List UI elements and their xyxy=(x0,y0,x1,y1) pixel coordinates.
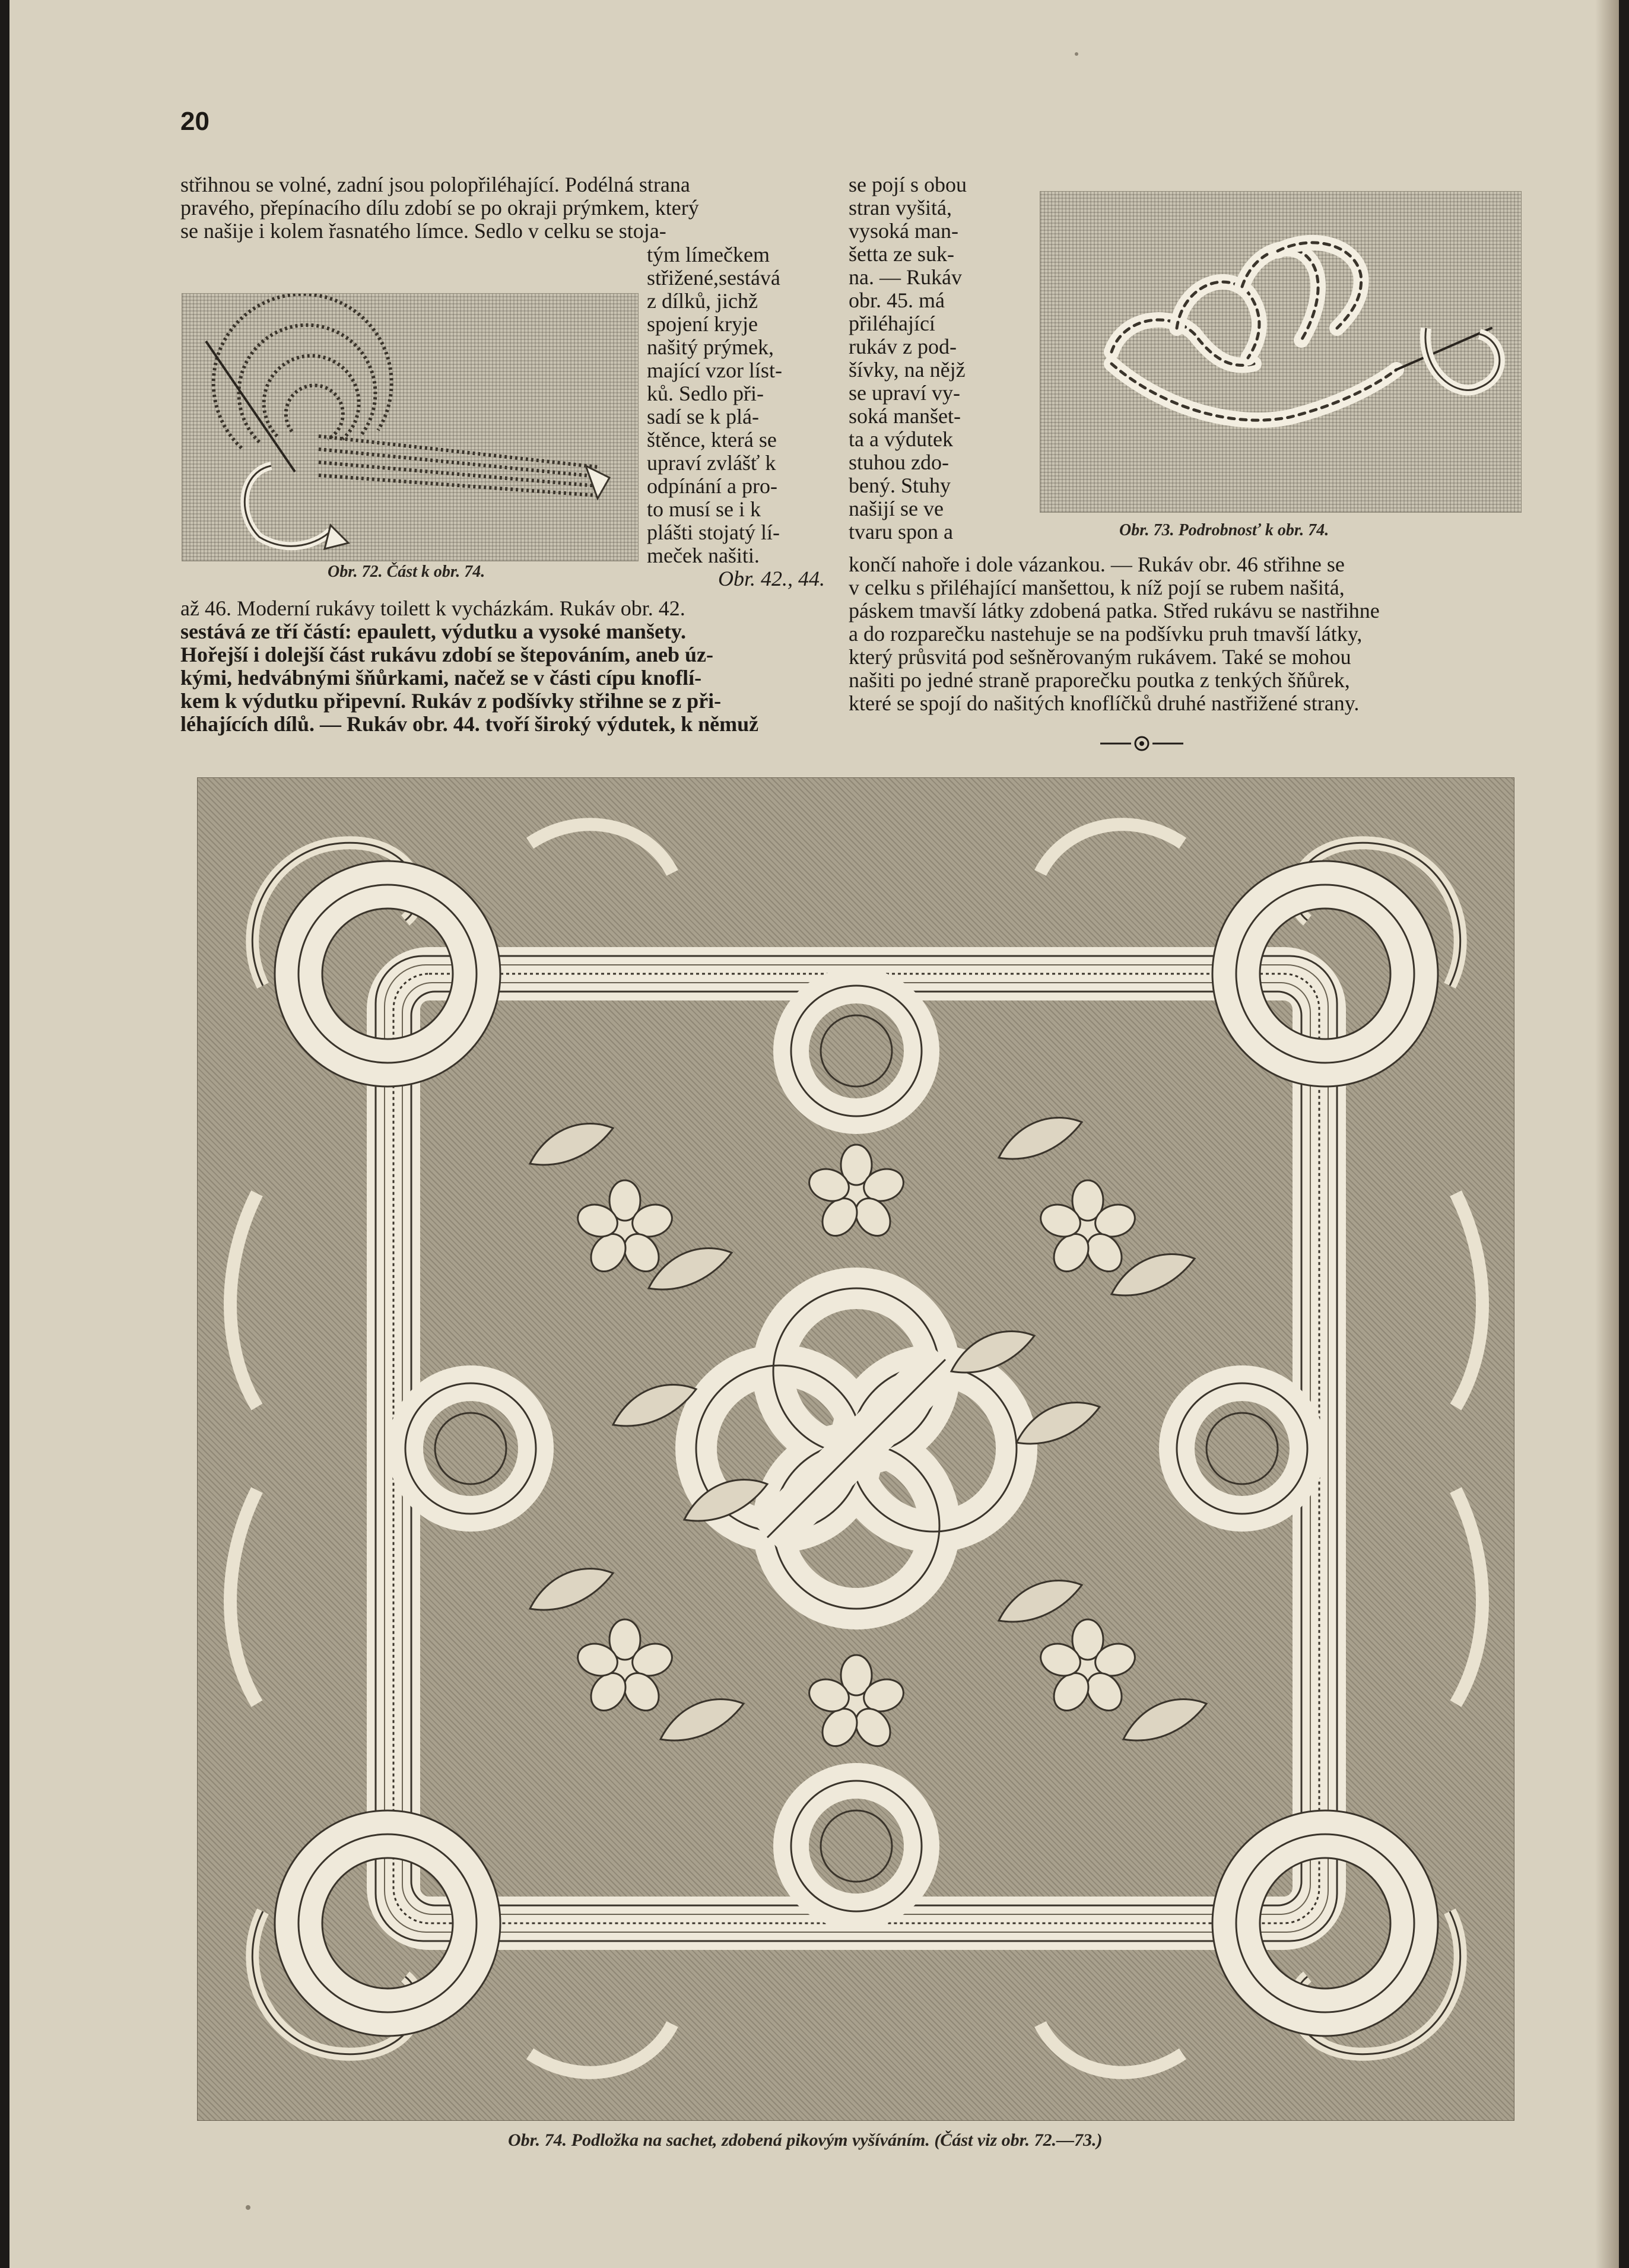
figure-73-image xyxy=(1040,191,1522,513)
figure-74-embroidery xyxy=(198,778,1514,2120)
text-line: meček našiti. xyxy=(647,544,760,567)
magazine-page xyxy=(9,0,1619,2268)
text-line: střihnou se volné, zadní jsou polopřiléhající. Podélná strana xyxy=(180,173,690,196)
text-line: přiléhající xyxy=(849,312,935,335)
text-line: kem k výdutku připevní. Rukáv z podšívky střihne se z při- xyxy=(180,689,722,713)
print-speck xyxy=(1075,52,1078,56)
column-right-full xyxy=(849,553,1491,715)
text-line: léhajících dílů. — Rukáv obr. 44. tvoří široký výdutek, k němuž xyxy=(180,712,759,736)
text-line: šetta ze suk- xyxy=(849,242,954,266)
text-line: bený. Stuhy xyxy=(849,474,951,497)
figure-72-caption: Obr. 72. Část k obr. 74. xyxy=(328,563,485,581)
text-line: šívky, na nějž xyxy=(849,358,966,382)
text-line: štěnce, která se xyxy=(647,428,777,452)
text-line: a do rozparečku nastehuje se na podšívku pruh tmavší látky, xyxy=(849,622,1363,646)
text-line: to musí se i k xyxy=(647,497,761,521)
text-line: Hořejší i dolejší část rukávu zdobí se štepováním, aneb úz- xyxy=(180,643,714,666)
text-line: spojení kryje xyxy=(647,312,758,336)
figure-74-caption: Obr. 74. Podložka na sachet, zdobená pikovým vyšíváním. (Část viz obr. 72.—73.) xyxy=(508,2130,1103,2150)
text-line: Obr. 42., 44. xyxy=(717,567,825,590)
column-right-narrow xyxy=(849,173,1027,544)
text-line: ta a výdutek xyxy=(849,427,953,451)
figure-72-drawing xyxy=(182,294,638,561)
text-line: stran vyšitá, xyxy=(849,196,952,220)
text-line: se upraví vy- xyxy=(849,381,960,405)
text-line: se pojí s obou xyxy=(849,173,967,196)
column-left-top xyxy=(180,173,827,243)
column-left-narrow xyxy=(647,243,825,590)
print-speck xyxy=(246,2205,250,2210)
figure-73-drawing xyxy=(1040,192,1521,512)
text-line: na. — Rukáv xyxy=(849,265,962,289)
text-line: obr. 45. má xyxy=(849,288,945,312)
text-line: tvaru spon a xyxy=(849,520,953,544)
text-line: našiti po jedné straně praporečku poutka z tenkých šňůrek, xyxy=(849,668,1350,692)
text-line: sestává ze tří částí: epaulett, výdutku a vysoké manšety. xyxy=(180,620,686,643)
text-line: stuhou zdo- xyxy=(849,450,949,474)
text-line: střižené,sestává xyxy=(647,266,780,290)
text-line: v celku s přiléhající manšettou, k níž pojí se rubem našitá, xyxy=(849,576,1345,599)
figure-74-image xyxy=(197,777,1514,2121)
page-number: 20 xyxy=(180,107,209,136)
text-line: se našije i kolem řasnatého límce. Sedlo v celku se stoja- xyxy=(180,219,666,243)
text-line: které se spojí do našitých knoflíčků druhé nastřižené strany. xyxy=(849,691,1360,715)
text-line: odpínání a pro- xyxy=(647,474,777,498)
text-line: plášti stojatý lí- xyxy=(647,520,780,544)
text-line: pravého, přepínacího dílu zdobí se po okraji prýmkem, který xyxy=(180,196,699,220)
text-line: páskem tmavší látky zdobená patka. Střed rukávu se nastřihne xyxy=(849,599,1380,622)
text-line: končí nahoře i dole vázankou. — Rukáv obr. 46 střihne se xyxy=(849,552,1345,576)
text-line: našijí se ve xyxy=(849,497,944,520)
text-line: soká manšet- xyxy=(849,404,961,428)
text-line: rukáv z pod- xyxy=(849,335,957,358)
text-line: ků. Sedlo při- xyxy=(647,382,764,405)
section-end-ornament xyxy=(1094,735,1189,752)
text-line: sadí se k plá- xyxy=(647,405,759,428)
text-line: který průsvitá pod sešněrovaným rukávem. Také se mohou xyxy=(849,645,1351,669)
column-left-bottom xyxy=(180,597,827,736)
figure-73-caption: Obr. 73. Podrobnosť k obr. 74. xyxy=(1119,521,1329,539)
text-line: mající vzor líst- xyxy=(647,358,782,382)
text-line: z dílků, jichž xyxy=(647,289,758,313)
text-line: až 46. Moderní rukávy toilett k vycházkám. Rukáv obr. 42. xyxy=(180,596,685,620)
figure-72-image xyxy=(182,293,639,561)
text-line: upraví zvlášť k xyxy=(647,451,776,475)
text-line: vysoká man- xyxy=(849,219,958,243)
text-line: našitý prýmek, xyxy=(647,335,774,359)
text-line: tým límečkem xyxy=(647,243,770,266)
text-line: kými, hedvábnými šňůrkami, načež se v části cípu knoflí- xyxy=(180,666,702,690)
